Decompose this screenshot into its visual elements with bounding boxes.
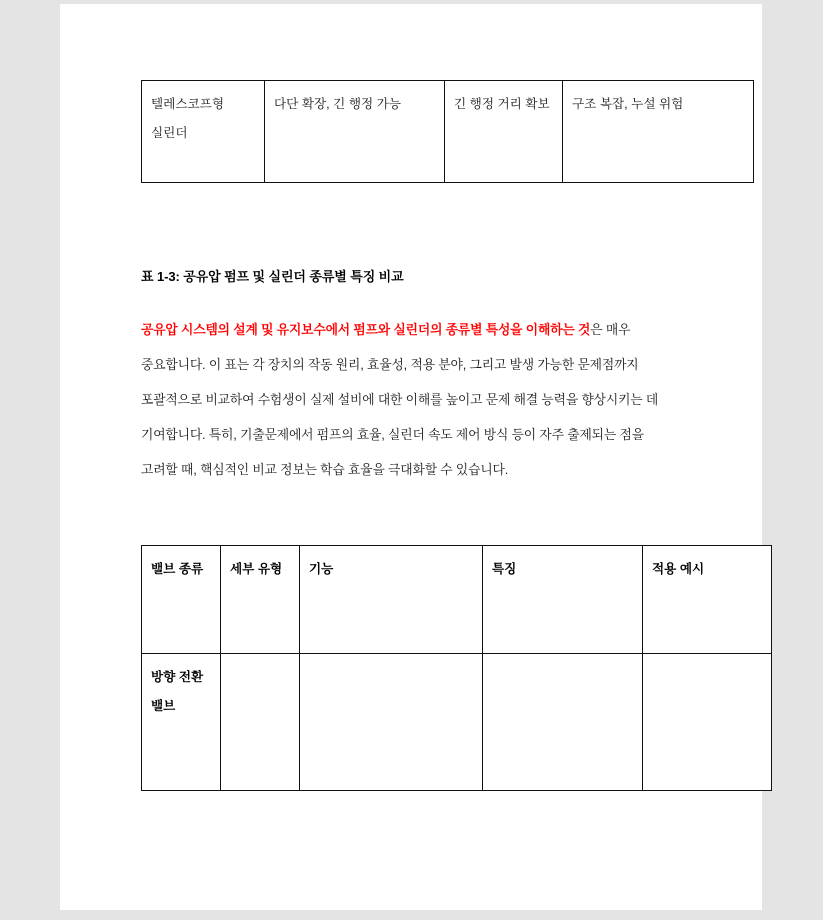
- header-valve-type: 밸브 종류: [142, 546, 221, 654]
- cell-application-example: [643, 654, 772, 791]
- header-application-example: 적용 예시: [643, 546, 772, 654]
- table-header-row: [142, 546, 772, 654]
- description-paragraph: [141, 312, 682, 487]
- cell-cylinder-function: 다단 확장, 긴 행정 가능: [265, 81, 445, 183]
- cell-valve-type: 방향 전환 밸브: [142, 654, 221, 791]
- table-row: [142, 81, 754, 183]
- spacer: [141, 285, 682, 312]
- valve-comparison-table: [141, 545, 772, 791]
- document-content: [141, 80, 705, 791]
- cell-detail-type: [221, 654, 300, 791]
- header-feature: 특징: [483, 546, 643, 654]
- cell-function: [300, 654, 483, 791]
- cylinder-comparison-table: [141, 80, 754, 183]
- table-row: [142, 654, 772, 791]
- paragraph-rest: 은 매우 중요합니다. 이 표는 각 장치의 작동 원리, 효율성, 적용 분야, 그리고 발생 가능한 문제점까지 포괄적으로 비교하여 수험생이 실제 설비에 대한 이해를 높이고 문제 해결 능력을 향상시키는 데 기여합니다. 특히, 기출문제에서 펌프의 효율, 실린더 속도 제어 방식 등이 자주 출제되는 점을 고려할 때, 핵심적인 비교 정보는 학습 효율을 극대화할 수 있습니다.: [141, 322, 659, 477]
- document-page: [60, 4, 762, 910]
- cell-feature: [483, 654, 643, 791]
- cell-cylinder-type: 텔레스코프형 실린더: [142, 81, 265, 183]
- header-detail-type: 세부 유형: [221, 546, 300, 654]
- cell-cylinder-drawback: 구조 복잡, 누설 위험: [563, 81, 754, 183]
- spacer: [141, 183, 682, 266]
- table-caption: 표 1-3: 공유압 펌프 및 실린더 종류별 특징 비교: [141, 269, 404, 284]
- spacer: [141, 487, 682, 545]
- cell-cylinder-feature: 긴 행정 거리 확보: [445, 81, 563, 183]
- header-function: 기능: [300, 546, 483, 654]
- paragraph-highlight: 공유압 시스템의 설계 및 유지보수에서 펌프와 실린더의 종류별 특성을 이해하는 것: [141, 322, 591, 337]
